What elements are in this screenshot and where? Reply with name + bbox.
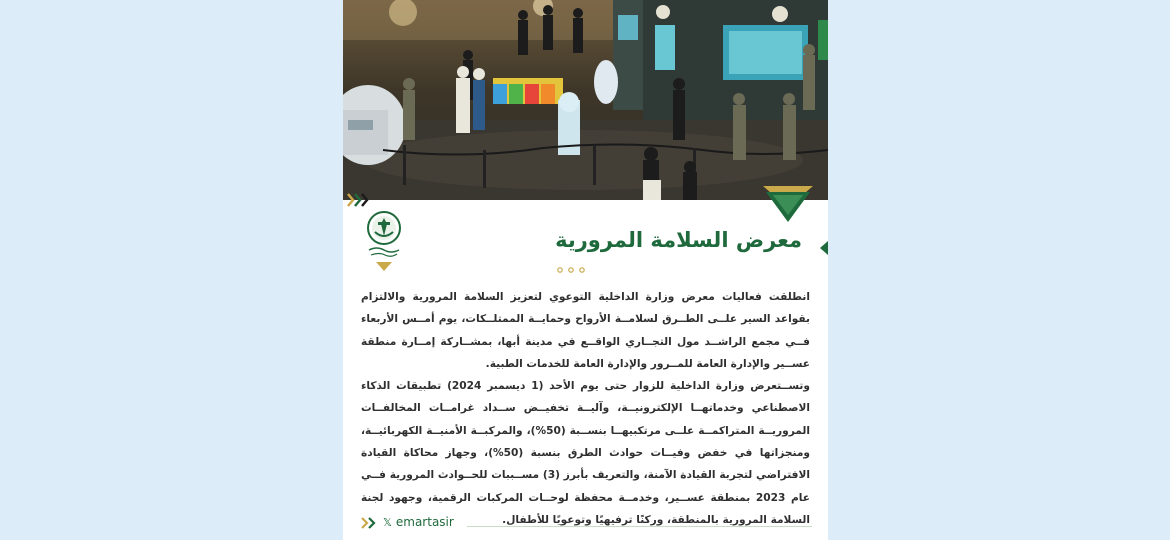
post-card (343, 0, 828, 540)
footer-chevrons-icon (361, 517, 377, 529)
chevrons-icon (347, 193, 369, 207)
social-handle[interactable] (383, 515, 454, 529)
handle-text: emartasir (395, 515, 454, 529)
triangle-ornament-icon (763, 186, 813, 224)
dots-divider-icon (556, 266, 586, 274)
title-marker-icon (818, 241, 828, 255)
x-logo-icon: 𝕏 (383, 515, 392, 529)
paragraph-1: انطلقت فعاليات معرض وزارة الداخلية التوعوي لتعزيز السلامة المرورية والالتزام بقواعد السير علــى الطــرق لسلامــة الأرواح وحمايــة الممتلــكات، يوم أمــس الأربعاء فــي مجمع الراشــد مول التجــاري الواقــع في مدينة أبها، بمشــاركة إمــارة منطقة عســير والإدارة العامة للمــرور والإدارة العامة للخدمات الطبية. (361, 291, 810, 370)
exhibition-scene (343, 0, 828, 200)
exhibition-photo (343, 0, 828, 200)
paragraph-2: وتســتعرض وزارة الداخلية للزوار حتى يوم الأحد (1 ديسمبر 2024) تطبيقات الذكاء الاصطناعي وخدماتهــا الإلكترونيــة، وآليــة تخفيــض ســداد غرامــات المخالفــات المروريــة المتراكمــة علــى مرتكبيهــا بنســبة (50%)، والمركبــة الأمنيــة الكهربائيــة، ومنجزاتها في خفض وفيــات حوادث الطرق بنسبة (50%)، وجهاز محاكاة القيادة الافتراضي لتجربة القيادة الآمنة، والتعريف بأبرز (3) مســببات للحــوادث المرورية فــي عام 2023 بمنطقة عســير، وخدمــة محفظة لوحــات المركبات الرقمية، وجهود لجنة السلامة المرورية بالمنطقة، وركنًا ترفيهيًا وتوعويًا للأطفال. (361, 380, 810, 526)
footer-divider (467, 526, 812, 527)
ministry-logo-icon (363, 210, 405, 272)
article-title: معرض السلامة المرورية (555, 228, 802, 252)
article-body (361, 286, 810, 531)
